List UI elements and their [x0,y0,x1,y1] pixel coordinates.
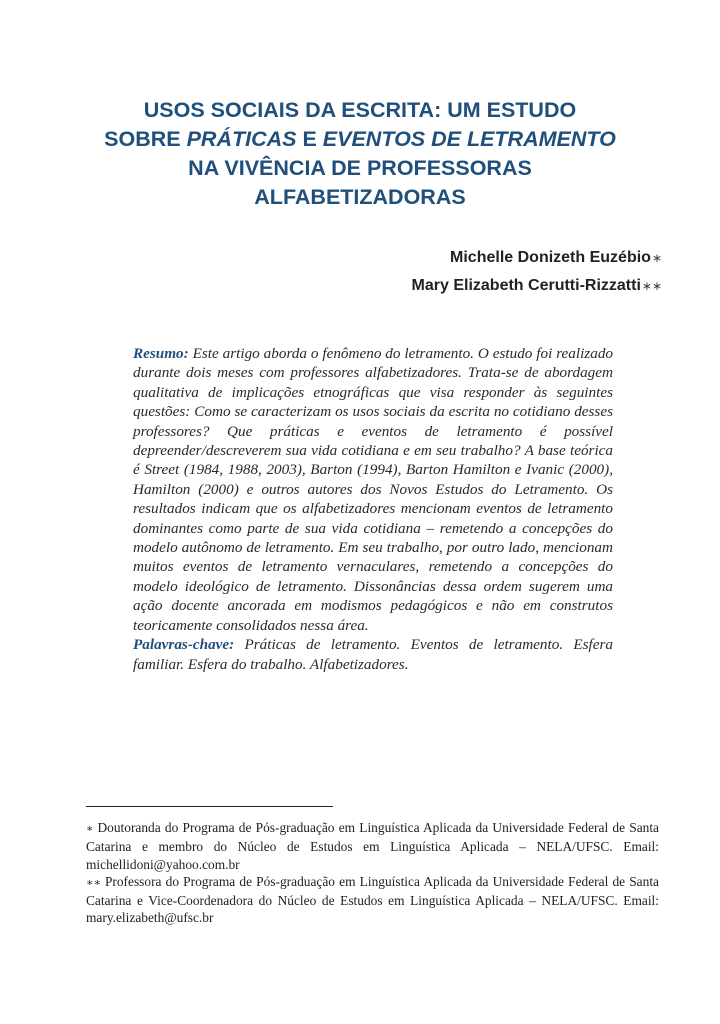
footnote-1 [86,819,659,873]
keywords-label: Palavras-chave: [133,636,235,654]
footnote-divider [86,806,333,807]
footnote-marker: ∗ [86,823,94,835]
abstract-paragraph [133,344,613,635]
title-line-2-conjunction: E [296,127,323,151]
author-1 [412,244,662,272]
author-name: Michelle Donizeth Euzébio [450,249,651,266]
title-line-3: NA VIVÊNCIA DE PROFESSORAS [188,156,532,180]
title-line-1: USOS SOCIAIS DA ESCRITA: UM ESTUDO [143,98,577,122]
author-list [412,244,662,300]
footnote-marker: ∗∗ [86,876,101,889]
footnote-text: Doutoranda do Programa de Pós-graduação em Linguística Aplicada da Universidade Federal de Santa Catarina e membro do Núcleo de Estudos em Linguística Aplicada – NELA/UFSC. Email: michellidoni@yahoo.com.br [86,820,659,872]
abstract-text: Este artigo aborda o fenômeno do letramento. O estudo foi realizado durante dois meses com professores alfabetizadores. Trata-se de abordagem qualitativa de implicações etnográficas que visa responder às seguintes questões: Como se caracterizam os usos sociais da escrita no cotidiano desses professores? Que práticas e eventos de letramento é possível depreender/descreverem sua vida cotidiana e em seu trabalho? A base teórica é Street (1984, 1988, 2003), Barton (1994), Barton Hamilton e Ivanic (2000), Hamilton (2000) e outros autores dos Novos Estudos do Letramento. Os resultados indicam que os alfabetizadores mencionam eventos de letramento dominantes como parte de sua vida cotidiana – remetendo a concepções do modelo autônomo de letramento. Em seu trabalho, por outro lado, mencionam muitos eventos de letramento vernaculares, remetendo a concepções do modelo ideológico de letramento. Dissonâncias dessa ordem sugerem uma ação docente ancorada em modismos pedagógicos e não em construtos teoricamente consolidados nessa área. [133,345,614,634]
title-term-eventos: EVENTOS DE LETRAMENTO [322,127,616,151]
title-term-praticas: PRÁTICAS [186,127,297,151]
keywords-paragraph [133,635,613,674]
title-line-4: ALFABETIZADORAS [254,185,466,209]
author-2 [412,272,662,300]
paper-title [60,96,660,212]
footnote-2 [86,873,659,927]
title-line-2 [60,125,660,154]
footnote-marker: ∗∗ [641,279,662,293]
footnote-text: Professora do Programa de Pós-graduação em Linguística Aplicada da Universidade Federal de Santa Catarina e Vice-Coordenadora do Núcleo de Estudos em Linguística Aplicada – NELA/UFSC. Email: mary.elizabeth@ufsc.br [86,873,659,926]
title-line-2-prefix: SOBRE [104,127,187,151]
keywords-text: Práticas de letramento. Eventos de letramento. Esfera familiar. Esfera do trabalho. Alfabetizadores. [133,636,613,673]
footnote-marker: ∗ [651,251,662,265]
footnotes [86,819,659,927]
abstract-block [133,344,613,674]
abstract-label: Resumo: [133,345,189,362]
author-name: Mary Elizabeth Cerutti-Rizzatti [411,277,641,294]
